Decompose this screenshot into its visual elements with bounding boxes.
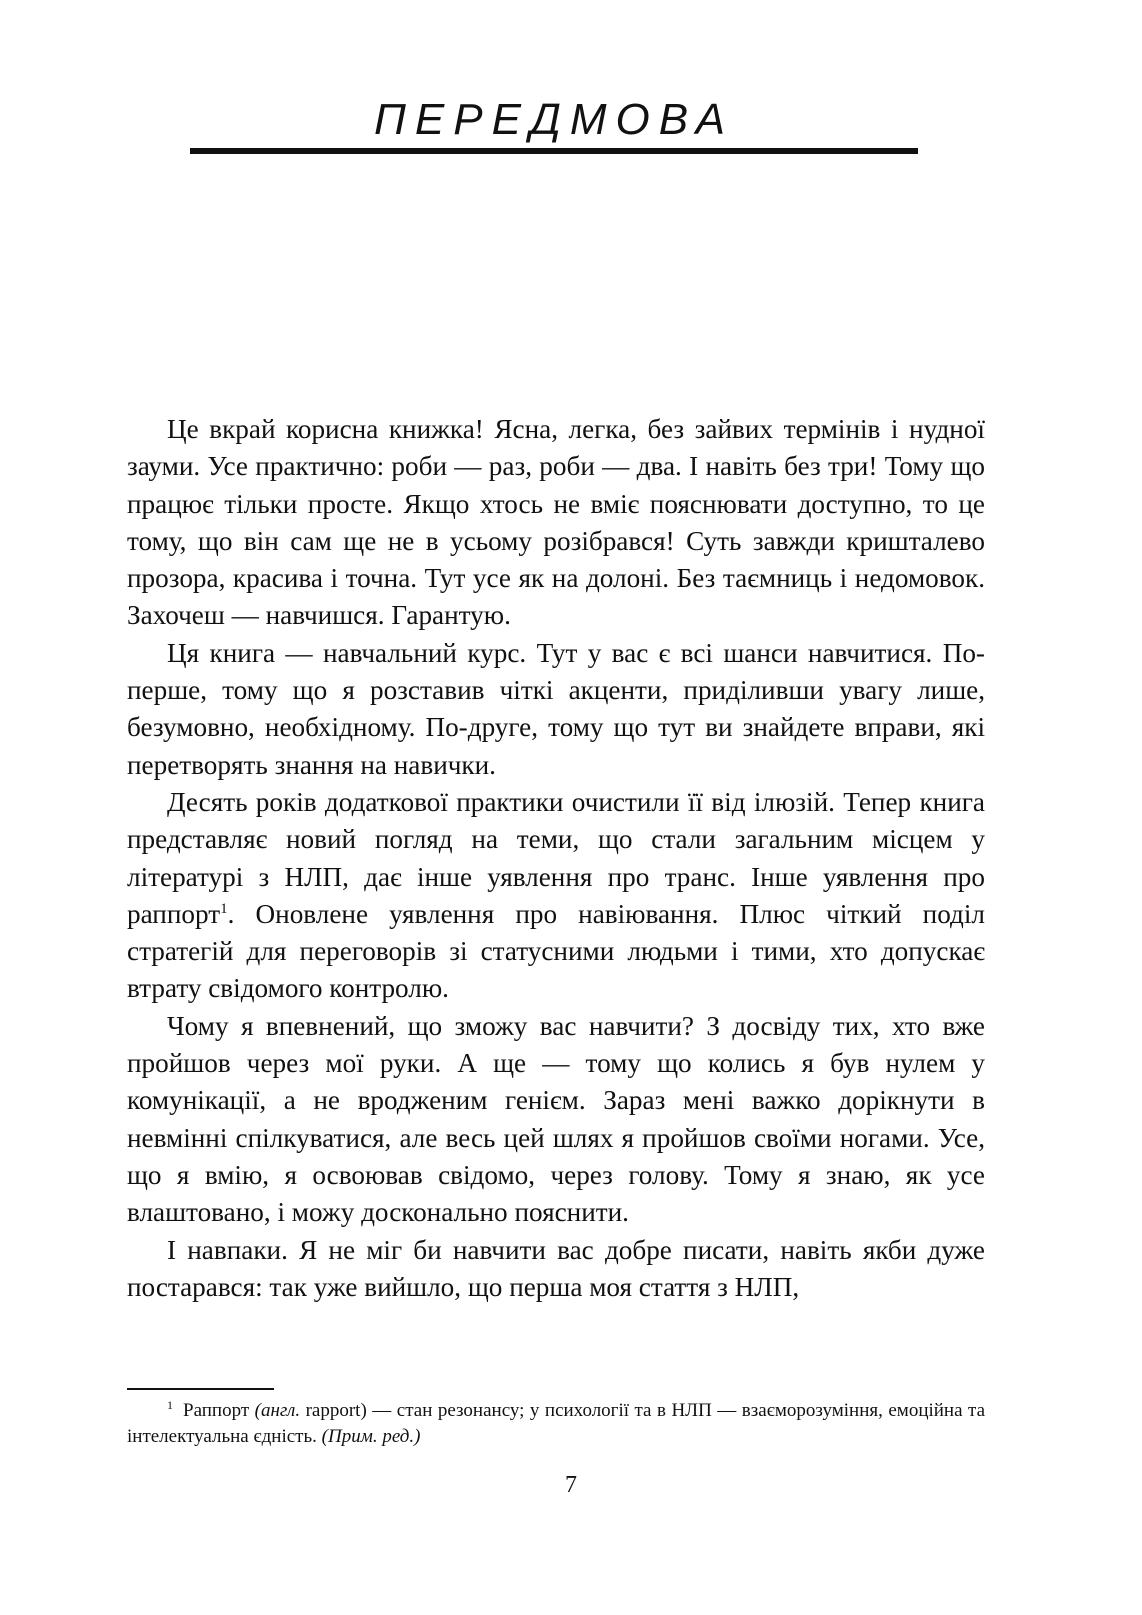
footnote-editor-note: (Прим. ред.) [321, 1426, 421, 1447]
footnote-definition: — стан резонансу; у психології та в НЛП — взаєморозуміння, емоційна та інтелектуальна єдність. [127, 1400, 985, 1447]
footnote [127, 1398, 985, 1450]
page-number: 7 [565, 1472, 577, 1498]
footnote-reference: 1 [220, 900, 228, 917]
paragraph-3 [127, 784, 985, 1008]
chapter-title: ПЕРЕДМОВА [373, 95, 735, 144]
paragraph-3-text-start: Десять років додаткової практики очистили її від ілюзій. Тепер книга представляє новий погляд на теми, що стали загальним місцем у літературі з НЛП, дає інше уявлення про транс. Інше уявлення про раппорт [127, 786, 985, 929]
footnote-separator [127, 1388, 274, 1390]
footnote-language-label: (англ. [254, 1400, 301, 1421]
title-underline [190, 148, 918, 154]
paragraph-4: Чому я впевнений, що зможу вас навчити? З досвіду тих, хто вже пройшов через мої руки. А ще — тому що колись я був нулем у комунікації, а не вродженим генієм. Зараз мені важко дорікнути в невмінні спілкуватися, але весь цей шлях я пройшов своїми ногами. Усе, що я вмію, я освоював свідомо, через голову. Тому я знаю, як усе влаштовано, і можу досконально пояснити. [127, 1010, 985, 1228]
paragraph-3-text-end: . Оновлене уявлення про навіювання. Плюс чіткий поділ стратегій для переговорів зі статусними людьми і тими, хто допускає втрату свідомого контролю. [127, 898, 985, 1004]
footnote-mark: 1 [167, 1397, 173, 1412]
paragraph-5: І навпаки. Я не міг би навчити вас добре писати, навіть якби дуже постарався: так уже вийшло, що перша моя стаття з НЛП, [127, 1234, 985, 1302]
footnote-term: Раппорт [183, 1400, 250, 1421]
body-text [127, 411, 985, 1306]
footnote-foreign-word: rapport) [305, 1400, 367, 1421]
paragraph-1: Це вкрай корисна книжка! Ясна, легка, без зайвих термінів і нудної зауми. Усе практично: роби — раз, роби — два. І навіть без три! Тому що працює тільки просте. Якщо хтось не вміє пояснювати доступно, то це тому, що він сам ще не в усьому розібрався! Суть завжди кришталево прозора, красива і точна. Тут усе як на долоні. Без таємниць і недомовок. Захочеш — навчишся. Гарантую. [127, 414, 985, 631]
paragraph-2: Ця книга — навчальний курс. Тут у вас є всі шанси навчитися. По-перше, тому що я розставив чіткі акценти, приділивши увагу лише, безумовно, необхідному. По-друге, тому що тут ви знайдете вправи, які перетворять знання на навички. [127, 637, 985, 780]
